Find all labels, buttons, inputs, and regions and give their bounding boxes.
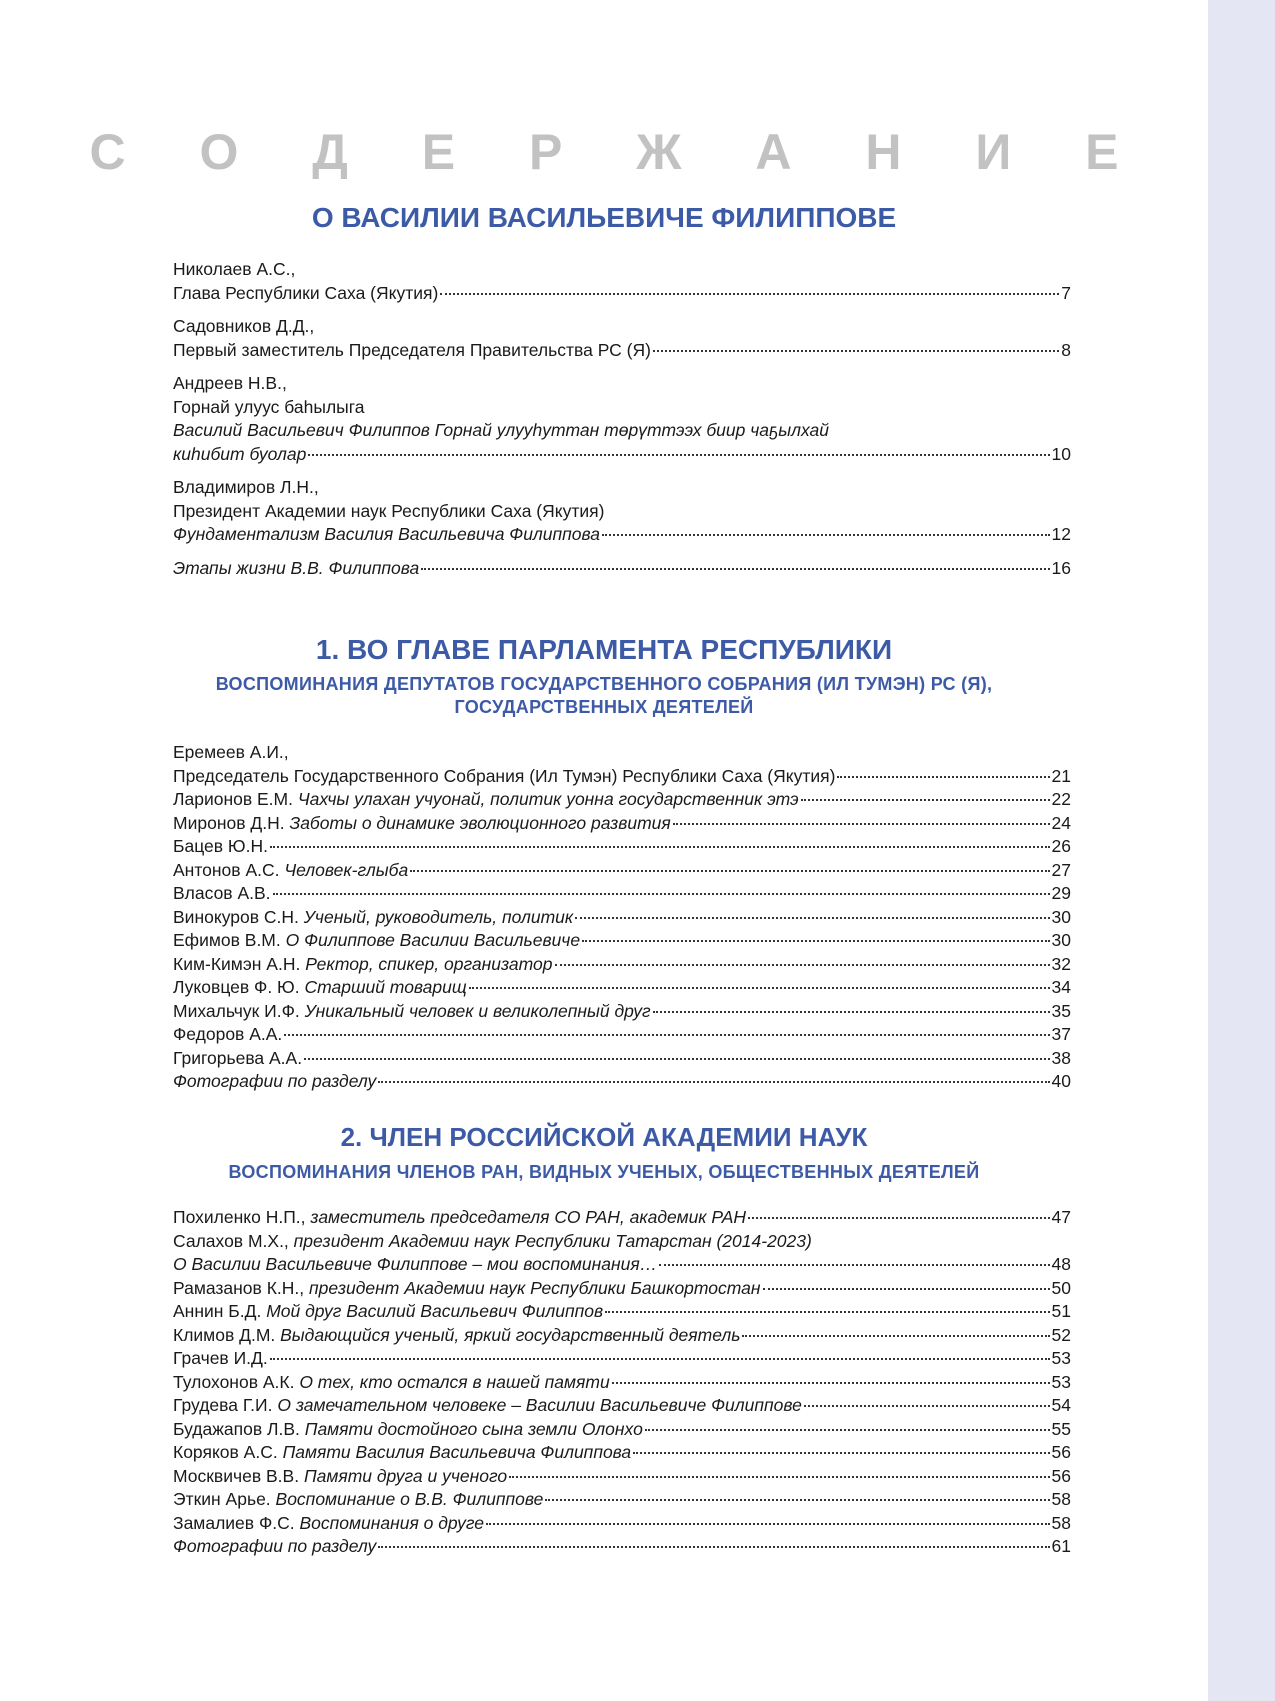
toc-entry xyxy=(173,1000,1071,1024)
toc-entry xyxy=(173,1488,1071,1512)
toc-entry-text xyxy=(173,1512,484,1536)
dot-leader xyxy=(659,1264,1049,1266)
toc-author: Григорьева А.А. xyxy=(173,1047,303,1068)
toc-title: киһибит буолар xyxy=(173,443,307,464)
toc-author: Луковцев Ф. Ю. xyxy=(173,977,305,997)
toc-line xyxy=(173,372,1071,396)
toc-author: Аннин Б.Д. xyxy=(173,1301,267,1321)
toc-entry-text xyxy=(173,1047,302,1071)
toc-entry xyxy=(173,282,1071,306)
intro-heading: О ВАСИЛИИ ВАСИЛЬЕВИЧЕ ФИЛИППОВЕ xyxy=(311,202,897,233)
toc-entry xyxy=(173,859,1071,883)
dot-leader xyxy=(804,1405,1050,1407)
toc-author: Власов А.В. xyxy=(173,883,271,903)
toc-entry xyxy=(173,1347,1071,1371)
intro-toc xyxy=(173,258,1071,580)
toc-author: Ларионов Е.М. xyxy=(173,789,298,809)
toc-title: Воспоминания о друге xyxy=(299,1512,485,1533)
toc-entry-text xyxy=(173,1465,507,1489)
toc-title: О Василии Васильевиче Филиппове – мои воспоминания… xyxy=(173,1254,658,1274)
dot-leader xyxy=(645,1429,1050,1431)
toc-entry xyxy=(173,812,1071,836)
toc-title: О тех, кто остался в нашей памяти xyxy=(299,1371,610,1392)
toc-title: Мой друг Василий Васильевич Филиппов xyxy=(266,1301,604,1321)
toc-entry xyxy=(173,1441,1071,1465)
dot-leader xyxy=(304,1058,1049,1060)
toc-entry xyxy=(173,1418,1071,1442)
section2-toc xyxy=(173,1206,1071,1559)
toc-entry xyxy=(173,1300,1071,1324)
page-number: 56 xyxy=(1051,1442,1071,1462)
page-number: 34 xyxy=(1051,977,1071,997)
page-number: 37 xyxy=(1051,1024,1071,1044)
toc-title: президент Академии наук Республики Башкортостан xyxy=(308,1277,761,1298)
toc-title: Старший товарищ xyxy=(304,977,467,997)
dot-leader xyxy=(653,1011,1050,1013)
toc-author: Бацев Ю.Н. xyxy=(173,836,268,856)
toc-entry-text xyxy=(173,1347,268,1371)
toc-title: президент Академии наук Республики Татарстан (2014-2023) xyxy=(293,1230,812,1251)
toc-entry xyxy=(173,882,1071,906)
page-number: 54 xyxy=(1051,1395,1071,1415)
toc-entry xyxy=(173,523,1071,547)
toc-entry xyxy=(173,1324,1071,1348)
toc-line xyxy=(173,476,1071,500)
toc-entry xyxy=(173,443,1071,467)
page-number: 10 xyxy=(1051,443,1071,464)
section1-toc xyxy=(173,741,1071,1094)
toc-entry xyxy=(173,1535,1071,1559)
toc-author: Винокуров С.Н. xyxy=(173,906,304,927)
toc-author: Федоров А.А. xyxy=(173,1024,283,1044)
page-number: 16 xyxy=(1051,557,1071,578)
page-number: 29 xyxy=(1051,883,1071,903)
toc-author: Миронов Д.Н. xyxy=(173,812,290,833)
toc-entry xyxy=(173,953,1071,977)
page-number: 52 xyxy=(1051,1324,1071,1345)
dot-leader xyxy=(582,940,1049,942)
toc-entry-text xyxy=(173,1000,651,1024)
dot-leader xyxy=(509,1476,1049,1478)
page-number: 27 xyxy=(1051,859,1071,880)
toc-entry-text xyxy=(173,1488,543,1512)
toc-entry-text xyxy=(173,1253,657,1277)
toc-title: Выдающийся ученый, яркий государственный деятель xyxy=(280,1324,741,1345)
toc-entry-text xyxy=(173,1206,746,1230)
page-number: 53 xyxy=(1051,1371,1071,1392)
section2-subtitle: ВОСПОМИНАНИЯ ЧЛЕНОВ РАН, ВИДНЫХ УЧЕНЫХ, ОБЩЕСТВЕННЫХ ДЕЯТЕЛЕЙ xyxy=(228,1162,980,1182)
toc-entry xyxy=(173,1253,1071,1277)
page-number: 50 xyxy=(1051,1277,1071,1298)
toc-entry xyxy=(173,1023,1071,1047)
page-number: 26 xyxy=(1051,836,1071,856)
toc-entry xyxy=(173,557,1071,581)
page-title: С О Д Е Р Ж А Н И Е xyxy=(89,124,1149,180)
toc-title: О Филиппове Василии Васильевиче xyxy=(285,930,581,950)
toc-entry-text xyxy=(173,1324,740,1348)
toc-author: Антонов А.С. xyxy=(173,859,285,880)
toc-line xyxy=(173,419,1071,443)
dot-leader xyxy=(605,1311,1049,1313)
dot-leader xyxy=(748,1217,1049,1219)
toc-entry xyxy=(173,1206,1071,1230)
section1-subtitle-1: ВОСПОМИНАНИЯ ДЕПУТАТОВ ГОСУДАРСТВЕННОГО СОБРАНИЯ (ИЛ ТУМЭН) РС (Я), xyxy=(215,674,993,694)
toc-entry-text xyxy=(173,929,580,953)
dot-leader xyxy=(308,454,1049,456)
dot-leader xyxy=(602,534,1050,536)
page-number: 35 xyxy=(1051,1000,1071,1021)
toc-entry-text xyxy=(173,1070,376,1094)
toc-author: Михальчук И.Ф. xyxy=(173,1000,305,1021)
dot-leader xyxy=(469,987,1050,989)
dot-leader xyxy=(575,917,1049,919)
page-number: 56 xyxy=(1051,1465,1071,1486)
toc-author: Москвичев В.В. xyxy=(173,1465,304,1486)
toc-title: Памяти достойного сына земли Олонхо xyxy=(304,1418,643,1439)
dot-leader xyxy=(612,1382,1050,1384)
dot-leader xyxy=(545,1499,1049,1501)
page-number: 55 xyxy=(1051,1418,1071,1439)
toc-author: Салахов М.Х., xyxy=(173,1230,294,1251)
toc-author: Рамазанов К.Н., xyxy=(173,1277,309,1298)
toc-entry-text xyxy=(173,765,835,789)
toc-author: Похиленко Н.П., xyxy=(173,1207,311,1227)
toc-entry-text xyxy=(173,1394,802,1418)
toc-title: Фотографии по разделу xyxy=(173,1071,377,1091)
toc-line xyxy=(173,396,1071,420)
toc-entry xyxy=(173,1465,1071,1489)
toc-text: Президент Академии наук Республики Саха (Якутия) xyxy=(173,500,605,521)
dot-leader xyxy=(270,846,1050,848)
toc-text: Первый заместитель Председателя Правительства РС (Я) xyxy=(173,339,651,360)
toc-entry xyxy=(173,339,1071,363)
page-number: 47 xyxy=(1051,1207,1071,1227)
section1-heading: 1. ВО ГЛАВЕ ПАРЛАМЕНТА РЕСПУБЛИКИ xyxy=(315,634,893,665)
toc-entry-text xyxy=(173,1277,761,1301)
toc-author: Грудева Г.И. xyxy=(173,1395,278,1415)
toc-title: Фотографии по разделу xyxy=(173,1536,377,1556)
page-number: 12 xyxy=(1051,524,1071,544)
toc-title: Ученый, руководитель, политик xyxy=(303,906,574,927)
toc-title: Василий Васильевич Филиппов Горнай улууһуттан төрүттээх биир чаҕылхай xyxy=(173,420,829,440)
toc-entry-text xyxy=(173,1441,631,1465)
toc-entry-text xyxy=(173,812,671,836)
page-number: 21 xyxy=(1051,765,1071,786)
toc-title: Этапы жизни В.В. Филиппова xyxy=(173,557,420,578)
dot-leader xyxy=(378,1546,1049,1548)
toc-title: Воспоминание о В.В. Филиппове xyxy=(275,1489,544,1509)
toc-entry xyxy=(173,1070,1071,1094)
toc-text: Садовников Д.Д., xyxy=(173,316,315,336)
toc-entry xyxy=(173,1394,1071,1418)
toc-author: Еремеев А.И., xyxy=(173,742,289,762)
toc-entry xyxy=(173,1371,1071,1395)
dot-leader xyxy=(486,1523,1050,1525)
toc-line xyxy=(173,315,1071,339)
toc-entry-text xyxy=(173,882,271,906)
toc-title: О замечательном человеке – Василии Васильевиче Филиппове xyxy=(277,1395,802,1415)
toc-entry xyxy=(173,1230,1071,1254)
dot-leader xyxy=(273,893,1050,895)
page-number: 7 xyxy=(1061,282,1071,303)
toc-text: Глава Республики Саха (Якутия) xyxy=(173,282,439,303)
toc-entry xyxy=(173,906,1071,930)
toc-title: Фундаментализм Василия Васильевича Филиппова xyxy=(173,524,601,544)
page-number: 48 xyxy=(1051,1254,1071,1274)
toc-entry xyxy=(173,835,1071,859)
spacer xyxy=(173,362,1071,372)
page-number: 38 xyxy=(1051,1047,1071,1068)
toc-entry-text xyxy=(173,859,408,883)
toc-entry-text xyxy=(173,1371,610,1395)
spacer xyxy=(173,466,1071,476)
toc-entry xyxy=(173,765,1071,789)
toc-entry-text xyxy=(173,1023,282,1047)
dot-leader xyxy=(421,568,1049,570)
dot-leader xyxy=(555,964,1050,966)
page-number: 30 xyxy=(1051,906,1071,927)
dot-leader xyxy=(633,1452,1049,1454)
toc-entry xyxy=(173,976,1071,1000)
toc-title: Уникальный человек и великолепный друг xyxy=(304,1000,651,1021)
toc-entry-text xyxy=(173,976,467,1000)
toc-author: Грачев И.Д. xyxy=(173,1348,268,1368)
toc-entry-text xyxy=(173,1535,376,1559)
toc-author: Эткин Арье. xyxy=(173,1489,276,1509)
toc-entry-text xyxy=(173,1300,603,1324)
toc-text: Владимиров Л.Н., xyxy=(173,477,319,497)
page-number: 30 xyxy=(1051,930,1071,950)
toc-line xyxy=(173,258,1071,282)
page-number: 22 xyxy=(1051,789,1071,809)
dot-leader xyxy=(378,1081,1049,1083)
toc-title: Памяти друга и ученого xyxy=(303,1465,508,1486)
toc-title: Человек-глыба xyxy=(284,859,409,880)
toc-author: Замалиев Ф.С. xyxy=(173,1512,300,1533)
toc-title: Ректор, спикер, организатор xyxy=(305,953,553,974)
toc-author: Коряков А.С. xyxy=(173,1442,283,1462)
page-number: 58 xyxy=(1051,1512,1071,1533)
toc-title: Памяти Василия Васильевича Филиппова xyxy=(282,1442,632,1462)
spacer xyxy=(173,547,1071,557)
page-number: 51 xyxy=(1051,1301,1071,1321)
toc-title: заместитель председателя СО РАН, академик РАН xyxy=(310,1207,747,1227)
toc-author: Будажапов Л.В. xyxy=(173,1418,305,1439)
dot-leader xyxy=(284,1034,1049,1036)
toc-title: Заботы о динамике эволюционного развития xyxy=(289,812,671,833)
spacer xyxy=(173,305,1071,315)
toc-entry-text xyxy=(173,1230,812,1254)
page-number: 53 xyxy=(1051,1348,1071,1368)
toc-entry-text xyxy=(173,1418,643,1442)
toc-author: Ким-Кимэн А.Н. xyxy=(173,953,306,974)
section1-subtitle-2: ГОСУДАРСТВЕННЫХ ДЕЯТЕЛЕЙ xyxy=(454,697,754,717)
toc-text: Горнай улуус баһылыга xyxy=(173,396,365,417)
page-number: 61 xyxy=(1051,1536,1071,1556)
toc-line xyxy=(173,741,1071,765)
page-number: 32 xyxy=(1051,953,1071,974)
toc-text: Николаев А.С., xyxy=(173,259,296,279)
page-number: 58 xyxy=(1051,1489,1071,1509)
side-strip xyxy=(1208,0,1275,1701)
dot-leader xyxy=(801,799,1050,801)
page-number: 24 xyxy=(1051,812,1071,833)
dot-leader xyxy=(763,1288,1050,1290)
page-number: 40 xyxy=(1051,1071,1071,1091)
toc-entry-text xyxy=(173,788,799,812)
toc-entry xyxy=(173,1047,1071,1071)
toc-author: Тулохонов А.К. xyxy=(173,1371,300,1392)
dot-leader xyxy=(270,1358,1050,1360)
section2-heading: 2. ЧЛЕН РОССИЙСКОЙ АКАДЕМИИ НАУК xyxy=(340,1122,868,1152)
toc-title: Чахчы улахан учуонай, политик уонна государственник этэ xyxy=(297,789,799,809)
dot-leader xyxy=(410,870,1049,872)
page-number: 8 xyxy=(1061,339,1071,360)
dot-leader xyxy=(742,1335,1049,1337)
dot-leader xyxy=(653,350,1059,352)
toc-author: Председатель Государственного Собрания (Ил Тумэн) Республики Саха (Якутия) xyxy=(173,765,836,786)
toc-text: Андреев Н.В., xyxy=(173,373,287,393)
toc-entry xyxy=(173,1512,1071,1536)
toc-entry xyxy=(173,929,1071,953)
toc-author: Ефимов В.М. xyxy=(173,930,286,950)
toc-entry-text xyxy=(173,906,573,930)
toc-author: Климов Д.М. xyxy=(173,1324,281,1345)
toc-line xyxy=(173,500,1071,524)
toc-entry-text xyxy=(173,835,268,859)
toc-entry xyxy=(173,788,1071,812)
dot-leader xyxy=(673,823,1050,825)
dot-leader xyxy=(440,293,1059,295)
toc-entry xyxy=(173,1277,1071,1301)
dot-leader xyxy=(837,776,1049,778)
toc-entry-text xyxy=(173,953,553,977)
